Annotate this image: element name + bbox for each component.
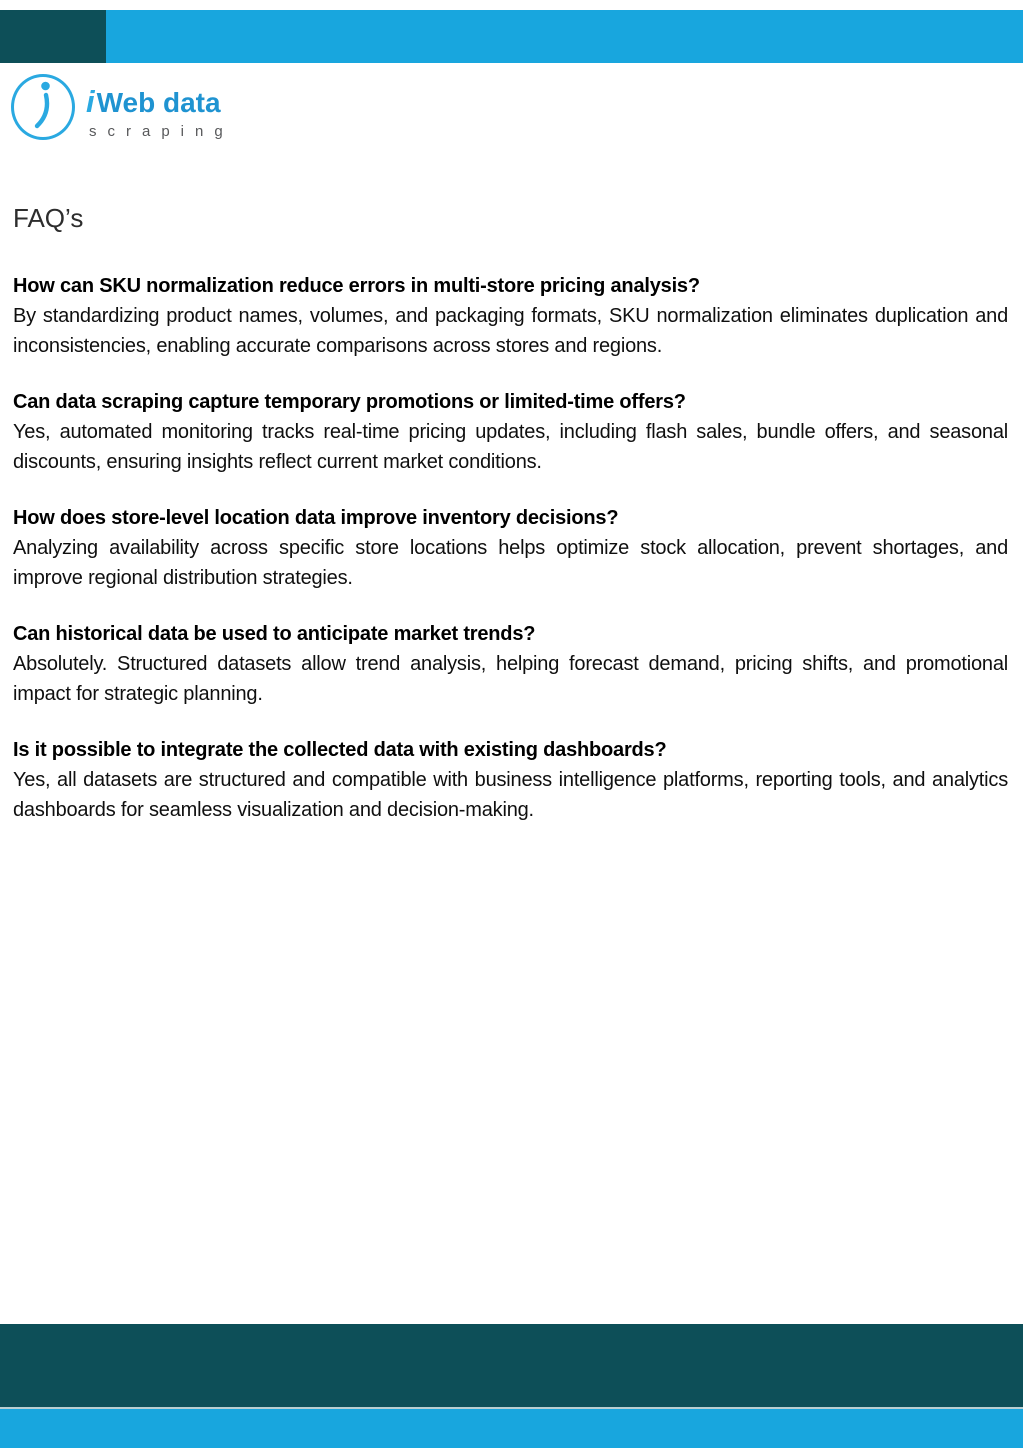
faq-section (13, 204, 1008, 851)
faq-question: Can historical data be used to anticipate market trends? (13, 622, 536, 645)
header-band (0, 10, 1023, 63)
faq-item (13, 619, 1008, 709)
faq-question: How does store-level location data improve inventory decisions? (13, 506, 619, 529)
page-title: FAQ’s (13, 203, 84, 233)
faq-item (13, 271, 1008, 361)
faq-item (13, 735, 1008, 825)
faq-question: Is it possible to integrate the collected data with existing dashboards? (13, 738, 667, 761)
brand-subtitle: scraping (89, 123, 234, 140)
faq-answer: Analyzing availability across specific store locations helps optimize stock allocation, prevent shortages, and improve regional distribution strategies. (13, 536, 1008, 589)
faq-question: Can data scraping capture temporary promotions or limited-time offers? (13, 390, 686, 413)
logo-text (86, 74, 234, 140)
brand-i: i (86, 84, 95, 119)
faq-answer: Absolutely. Structured datasets allow trend analysis, helping forecast demand, pricing shifts, and promotional impact for strategic planning. (13, 652, 1008, 705)
faq-item (13, 503, 1008, 593)
brand-wordmark (86, 86, 234, 117)
brand-name: Web data (96, 87, 221, 118)
header-blue-block (106, 10, 1023, 63)
faq-question: How can SKU normalization reduce errors in multi-store pricing analysis? (13, 274, 700, 297)
faq-item (13, 387, 1008, 477)
faq-answer: Yes, automated monitoring tracks real-time pricing updates, including flash sales, bundle offers, and seasonal discounts, ensuring insights reflect current market conditions. (13, 420, 1008, 473)
footer-blue-bar (0, 1409, 1023, 1448)
faq-answer: Yes, all datasets are structured and compatible with business intelligence platforms, reporting tools, and analytics dashboards for seamless visualization and decision-making. (13, 768, 1008, 821)
logo-j-mark-icon (26, 80, 60, 135)
header-teal-block (0, 10, 106, 63)
logo-circle (11, 74, 75, 140)
footer-teal-bar (0, 1324, 1023, 1407)
company-logo (11, 74, 234, 140)
faq-answer: By standardizing product names, volumes, and packaging formats, SKU normalization eliminates duplication and inconsistencies, enabling accurate comparisons across stores and regions. (13, 304, 1008, 357)
